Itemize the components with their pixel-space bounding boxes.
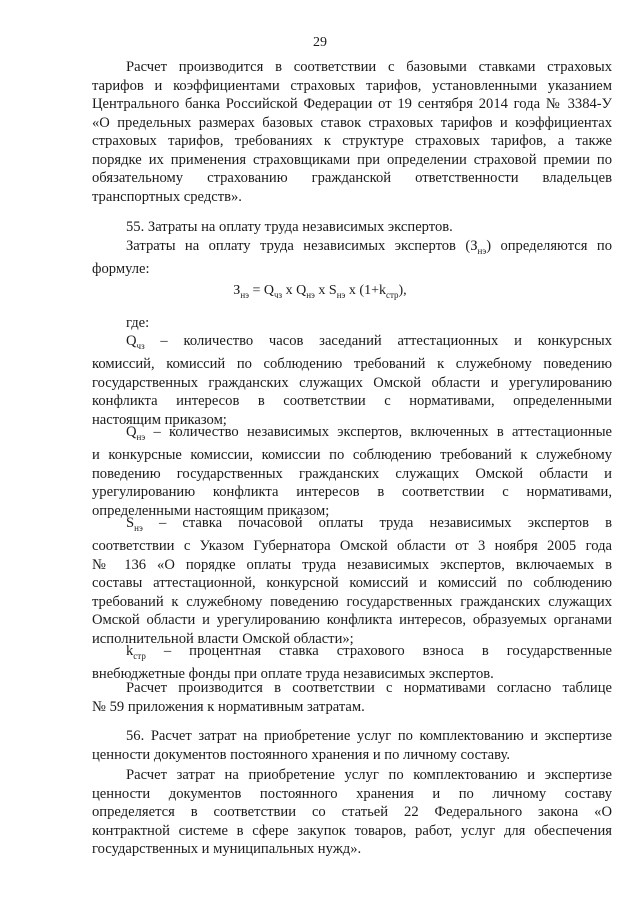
text-line: Расчет производится в соответствии с нормативами согласно таблице: [126, 680, 612, 696]
page-number: 29: [313, 35, 327, 50]
section-56-body: [92, 766, 612, 859]
text-line: Омской области и урегулированию конфликта интересов, образуемых органами: [92, 612, 612, 629]
text-line: страховых тарифов, требованиях к структуре страховых тарифов, а также: [92, 133, 612, 149]
section-55-heading: [92, 218, 612, 237]
text-line: конфликта интересов в соответствии с нормативами, определенными: [92, 393, 612, 410]
section-56-heading: [92, 727, 612, 764]
text-line: № 59 приложения к нормативным затратам.: [92, 698, 365, 715]
text-line: контрактной системе в сфере закупок товаров, работ, услуг для обеспечения: [92, 822, 612, 839]
definition-q-ne: [92, 423, 612, 520]
text-line: государственных гражданских служащих Омской области и урегулированию: [92, 374, 612, 391]
text-line: определяется в соответствии со статьей 22 Федерального закона «О: [92, 804, 612, 820]
text-line: составы аттестационной, конкурсной комиссий и комиссий по соблюдению: [92, 575, 612, 592]
text-line: настоящим приказом;: [92, 411, 227, 428]
section-55-intro: [92, 237, 612, 279]
formula: $З_{нэ} = Q_{чз}$ x $Q_{нэ}$ x $S_{нэ}$ x $(1+k_{стр})$,: [233, 283, 407, 300]
text-line: $k_{стр}$ – процентная ставка страхового взноса в государственные: [126, 643, 612, 661]
section-55-calc: [92, 679, 612, 716]
definition-q-chz: [92, 332, 612, 429]
text-line: соответствии с Указом Губернатора Омской области от 3 ноября 2005 года: [92, 538, 612, 555]
text-line: обязательному страхованию гражданской ответственности владельцев: [92, 170, 612, 186]
text-line: тарифов и коэффициентами страховых тарифов, установленными указанием: [92, 77, 612, 94]
text-line: $Q_{чз}$ – количество часов заседаний аттестационных и конкурсных: [126, 333, 612, 351]
text-line: государственных и муниципальных нужд».: [92, 841, 362, 857]
text-line: урегулированию конфликта интересов в соответствии с нормативами,: [92, 484, 612, 501]
text-line: Расчет производится в соответствии с базовыми ставками страховых: [126, 59, 612, 75]
text-line: № 136 «О порядке оплаты труда независимых экспертов, включаемых в: [92, 556, 612, 573]
text-line: формуле:: [92, 261, 150, 278]
text-line: $Q_{нэ}$ – количество независимых экспертов, включенных в аттестационные: [126, 424, 612, 442]
text-line: ценности документов постоянного хранения и по личному составу.: [92, 746, 511, 763]
paragraph-tariffs: [92, 58, 612, 206]
text-line: поведению государственных гражданских служащих Омской области и: [92, 465, 612, 482]
text-line: Центрального банка Российской Федерации от 19 сентября 2014 года № 3384-У: [92, 96, 612, 112]
heading-text: 55. Затраты на оплату труда независимых экспертов.: [126, 219, 453, 235]
text-line: ценности документов постоянного хранения и по личному составу: [92, 785, 612, 802]
text-line: «О предельных размерах базовых ставок страховых тарифов и коэффициентах: [92, 114, 612, 131]
text-line: $S_{нэ}$ – ставка почасовой оплаты труда независимых экспертов в: [126, 515, 612, 533]
text-line: Расчет затрат на приобретение услуг по комплектованию и экспертизе: [126, 767, 612, 783]
text-line: внебюджетные фонды при оплате труда независимых экспертов.: [92, 666, 494, 683]
definition-s-ne: [92, 514, 612, 648]
text-line: исполнительной власти Омской области»;: [92, 630, 354, 647]
text-line: и конкурсные комиссии, комиссии по соблюдению требований к служебному: [92, 447, 612, 464]
text-line: 56. Расчет затрат на приобретение услуг по комплектованию и экспертизе: [126, 728, 612, 744]
text-line: требований к служебному поведению государственных гражданских служащих: [92, 593, 612, 610]
text-line: определенными настоящим приказом;: [92, 502, 330, 519]
text-line: Затраты на оплату труда независимых экспертов $(З_{нэ})$ определяются по: [126, 238, 612, 256]
definition-k-str: [92, 642, 612, 684]
text-line: транспортных средств».: [92, 188, 242, 205]
text-line: порядке их применения страховщиками при определении страховой премии по: [92, 151, 612, 168]
where-label: где:: [126, 315, 150, 331]
text-line: комиссий, комиссий по соблюдению требований к служебному поведению: [92, 356, 612, 373]
